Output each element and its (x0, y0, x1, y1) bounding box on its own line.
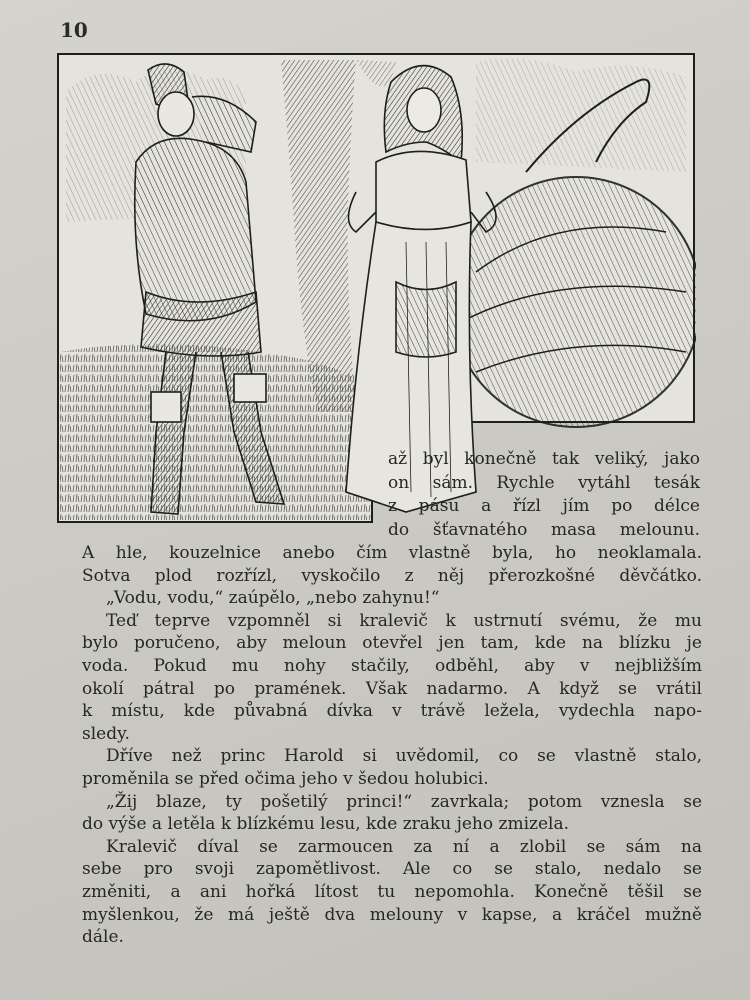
text-line: proměnila se před očima jeho v šedou holubici. (82, 768, 489, 789)
text-line: do výše a letěla k blízkému lesu, kde zraku jeho zmizela. (82, 814, 569, 835)
text-line: změniti, a ani hořká lítost tu nepomohla. Konečně těšil se (82, 881, 702, 902)
text-line: bylo poručeno, aby meloun otevřel jen tam, kde na blízku je (82, 633, 702, 654)
body-text (82, 542, 702, 949)
text-line: „Žij blaze, ty pošetilý princi!“ zavrkala; potom vznesla se (106, 791, 702, 812)
text-line: Sotva plod rozřízl, vyskočilo z něj přerozkošné děvčátko. (82, 565, 702, 586)
text-line: A hle, kouzelnice anebo čím vlastně byla, ho neoklamala. (82, 543, 702, 563)
text-line: Dříve než princ Harold si uvědomil, co se vlastně stalo, (106, 746, 702, 767)
text-line: sledy. (82, 723, 130, 744)
text-line: Teď teprve vzpomněl si kralevič k ustrnutí svému, že mu (106, 610, 702, 631)
text-line: voda. Pokud mu nohy stačily, odběhl, aby v nejbližším (82, 655, 702, 676)
text-line: až byl konečně tak veliký, jako (388, 449, 700, 469)
text-line: myšlenkou, že má ještě dva melouny v kapse, a kráčel mužně (82, 904, 702, 925)
text-line: on sám. Rychle vytáhl tesák (388, 472, 700, 493)
text-line: z pásu a řízl jím po délce (388, 496, 700, 516)
text-line: „Vodu, vodu,“ zaúpělo, „nebo zahynu!“ (106, 588, 440, 609)
text-line: okolí pátral po pramének. Však nadarmo. A když se vrátil (82, 678, 702, 699)
wrapped-paragraph (388, 448, 700, 542)
text-line: Kralevič díval se zarmoucen za ní a zlobil se sám na (106, 836, 702, 857)
text-line: dále. (82, 927, 124, 948)
page-number: 10 (60, 18, 88, 42)
text-line: k místu, kde půvabná dívka v trávě ležela, vydechla napo- (82, 701, 702, 722)
text-line: do šťavnatého masa melounu. (388, 519, 700, 540)
text-line: sebe pro svoji zapomětlivost. Ale co se stalo, nedalo se (82, 859, 702, 880)
